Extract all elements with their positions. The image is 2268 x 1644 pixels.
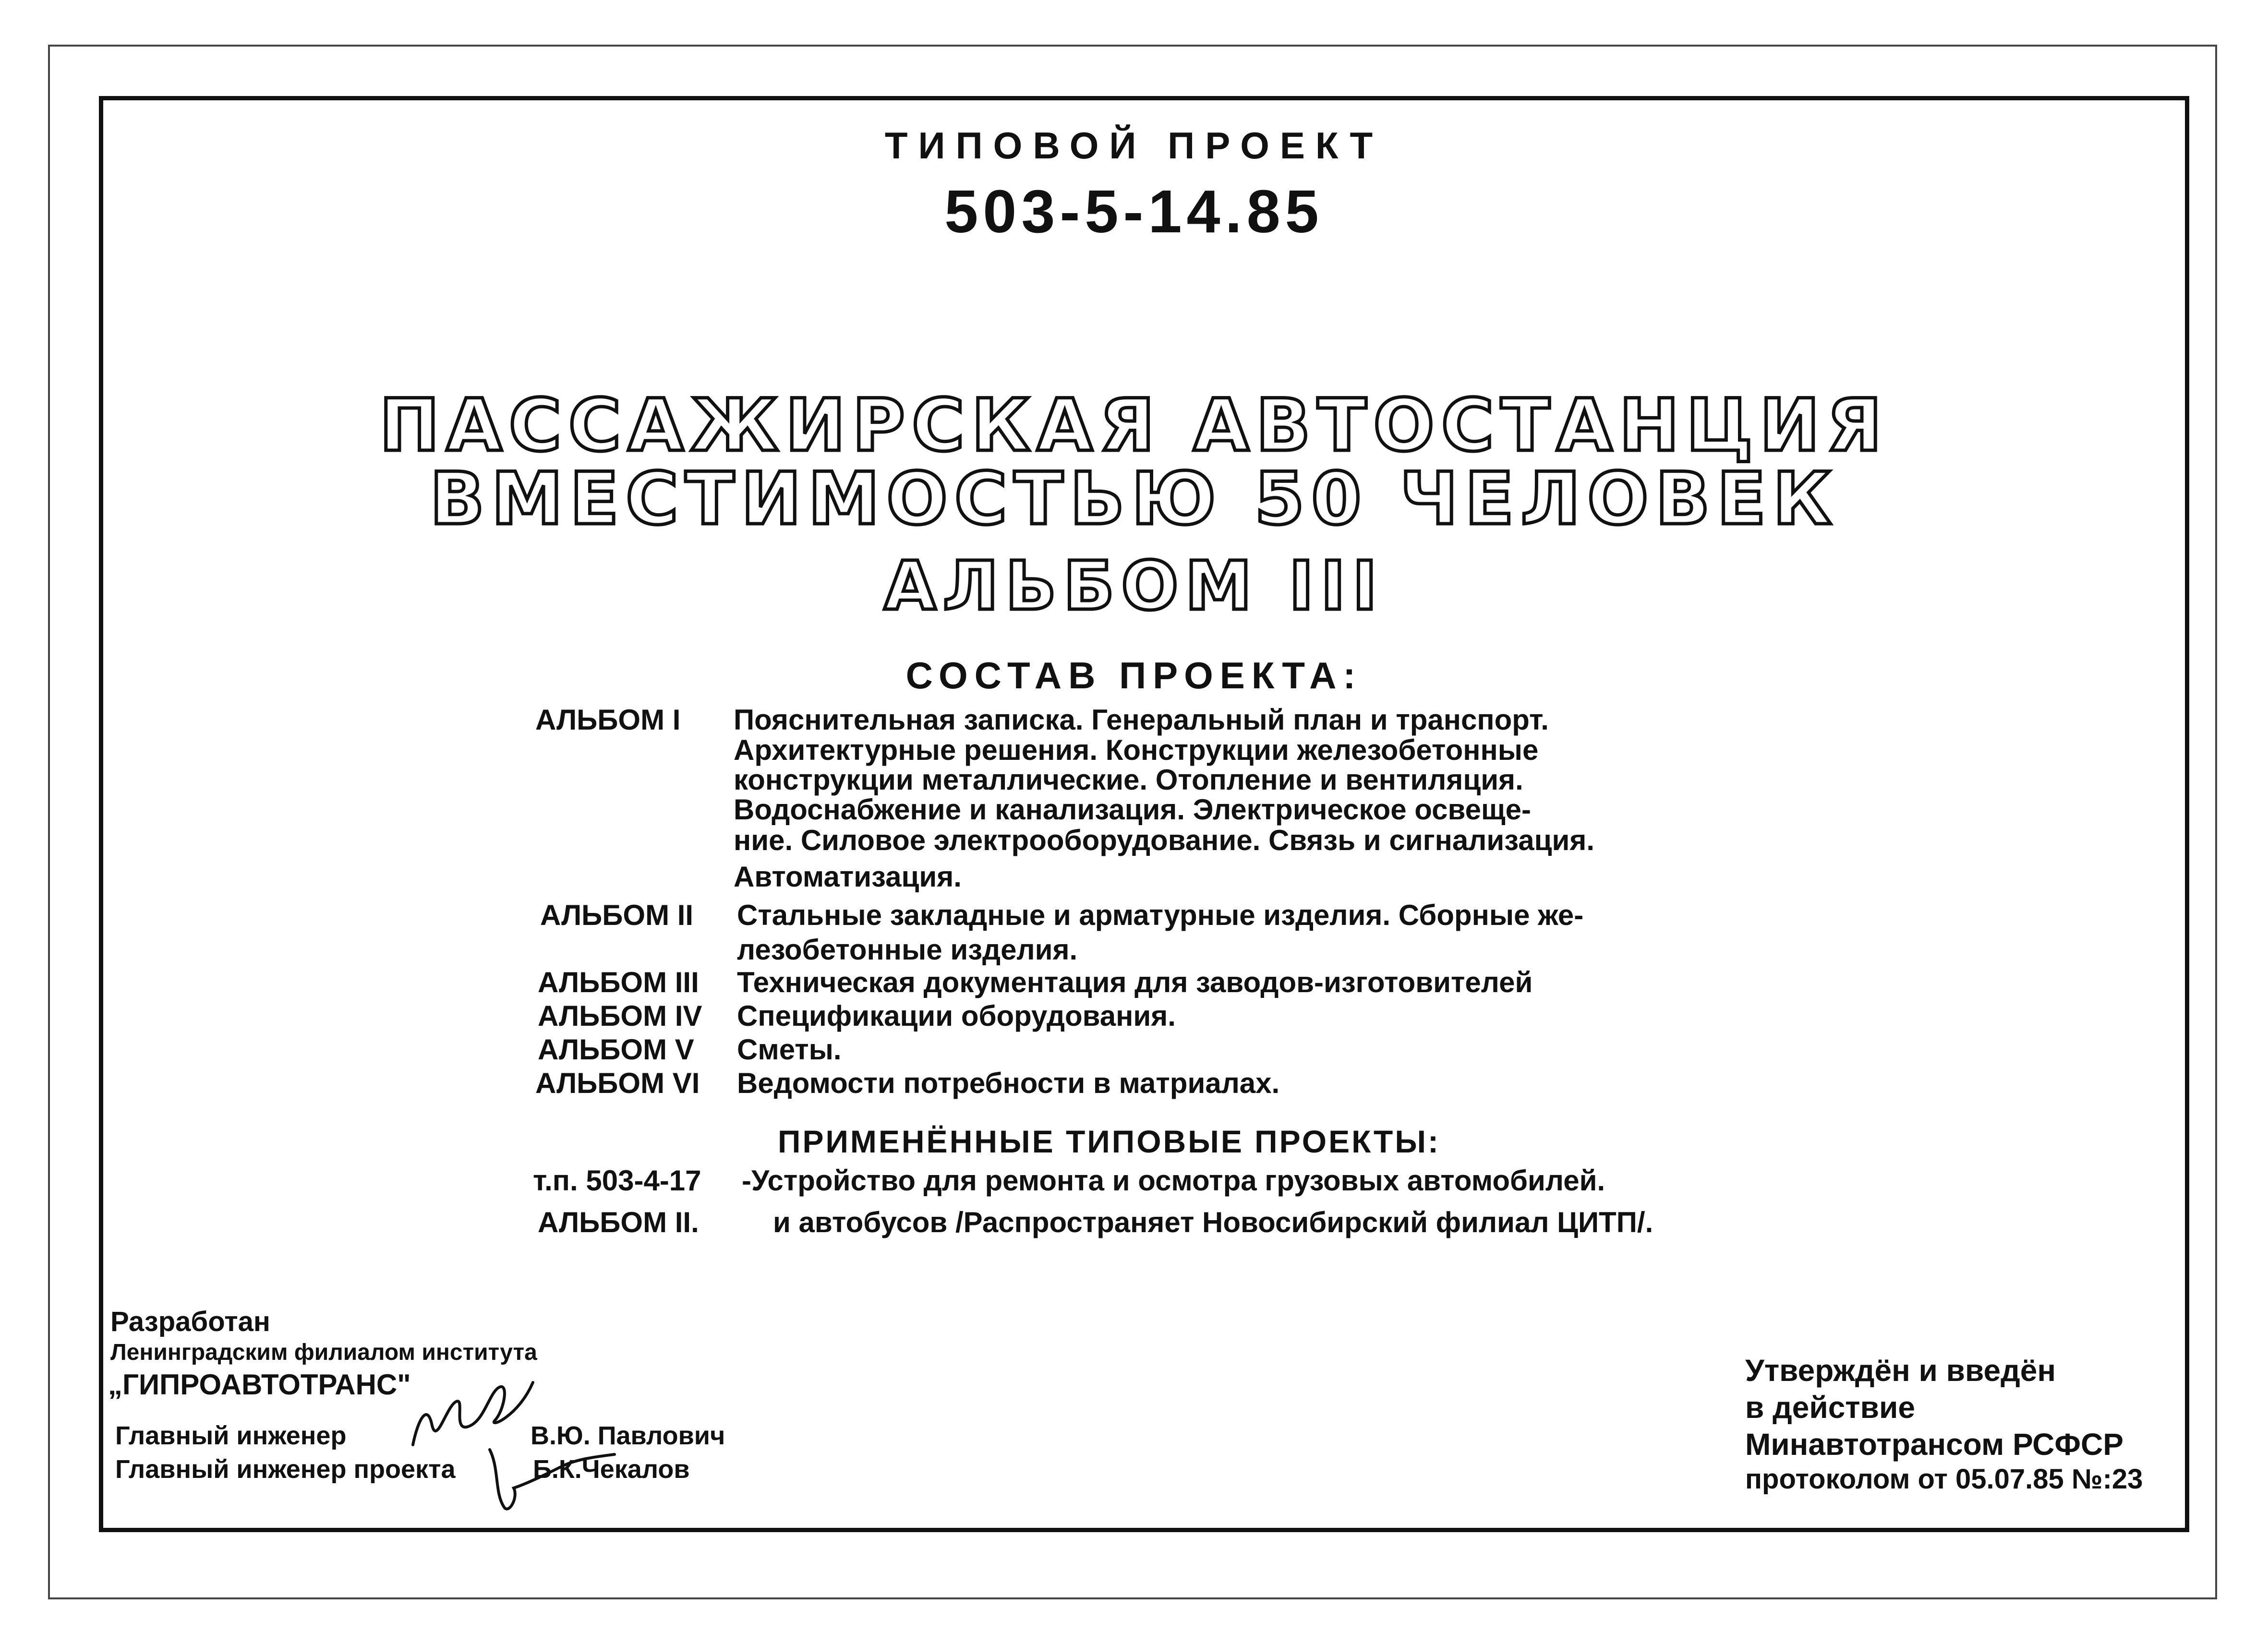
- album-1-line: ние. Силовое электрооборудование. Связь и сигнализация.: [734, 824, 1595, 856]
- applied-ref-code: т.п. 503-4-17: [533, 1164, 701, 1197]
- album-4-label: АЛЬБОМ IV: [538, 1000, 702, 1032]
- applied-line-2: и автобусов /Распространяет Новосибирский филиал ЦИТП/.: [773, 1206, 1653, 1238]
- project-code: 503-5-14.85: [944, 178, 1324, 245]
- title-line-1: ПАССАЖИРСКАЯ АВТОСТАНЦИЯ: [379, 384, 1889, 468]
- approval-line-3: Минавтотрансом РСФСР: [1745, 1427, 2123, 1462]
- chief-project-engineer-name: Б.К.Чекалов: [533, 1455, 690, 1484]
- chief-engineer-name: В.Ю. Павлович: [531, 1421, 725, 1450]
- album-2-line: Стальные закладные и арматурные изделия. Сборные же-: [737, 899, 1584, 931]
- title-line-2: ВМЕСТИМОСТЬЮ 50 ЧЕЛОВЕК: [430, 457, 1838, 541]
- album-title: АЛЬБОМ III: [884, 547, 1384, 625]
- album-1-line: Архитектурные решения. Конструкции железобетонные: [734, 734, 1539, 766]
- applied-heading: ПРИМЕНЁННЫЕ ТИПОВЫЕ ПРОЕКТЫ:: [778, 1124, 1440, 1159]
- album-1-label: АЛЬБОМ I: [535, 704, 681, 736]
- project-kind: ТИПОВОЙ ПРОЕКТ: [884, 124, 1384, 167]
- chief-project-engineer-role: Главный инженер проекта: [115, 1455, 456, 1484]
- album-6-line: Ведомости потребности в матриалах.: [737, 1067, 1280, 1099]
- album-1-line: Пояснительная записка. Генеральный план и транспорт.: [734, 704, 1549, 736]
- approval-line-2: в действие: [1745, 1390, 1915, 1425]
- developer-line-3: „ГИПРОАВТОТРАНС": [108, 1368, 411, 1401]
- album-5-label: АЛЬБОМ V: [538, 1033, 694, 1066]
- approval-line-1: Утверждён и введён: [1745, 1353, 2056, 1388]
- album-2-line: лезобетонные изделия.: [737, 934, 1078, 966]
- album-5-line: Сметы.: [737, 1033, 842, 1066]
- composition-heading: СОСТАВ ПРОЕКТА:: [905, 654, 1363, 696]
- album-1-line: Автоматизация.: [734, 861, 962, 893]
- developer-line-1: Разработан: [110, 1306, 270, 1337]
- approval-line-4: протоколом от 05.07.85 №:23: [1745, 1464, 2143, 1495]
- signature-2: [480, 1440, 624, 1517]
- album-3-line: Техническая документация для заводов-изготовителей: [737, 966, 1533, 998]
- applied-line-1: -Устройство для ремонта и осмотра грузовых автомобилей.: [742, 1164, 1605, 1197]
- chief-engineer-role: Главный инженер: [115, 1421, 347, 1450]
- album-3-label: АЛЬБОМ III: [538, 966, 699, 998]
- album-2-label: АЛЬБОМ II: [540, 899, 694, 931]
- album-1-line: Водоснабжение и канализация. Электрическое освеще-: [734, 793, 1531, 826]
- album-1-line: конструкции металлические. Отопление и вентиляция.: [734, 764, 1523, 796]
- album-6-label: АЛЬБОМ VI: [535, 1067, 700, 1099]
- developer-line-2: Ленинградским филиалом института: [110, 1340, 537, 1365]
- album-4-line: Спецификации оборудования.: [737, 1000, 1176, 1032]
- applied-ref-album: АЛЬБОМ II.: [538, 1206, 699, 1238]
